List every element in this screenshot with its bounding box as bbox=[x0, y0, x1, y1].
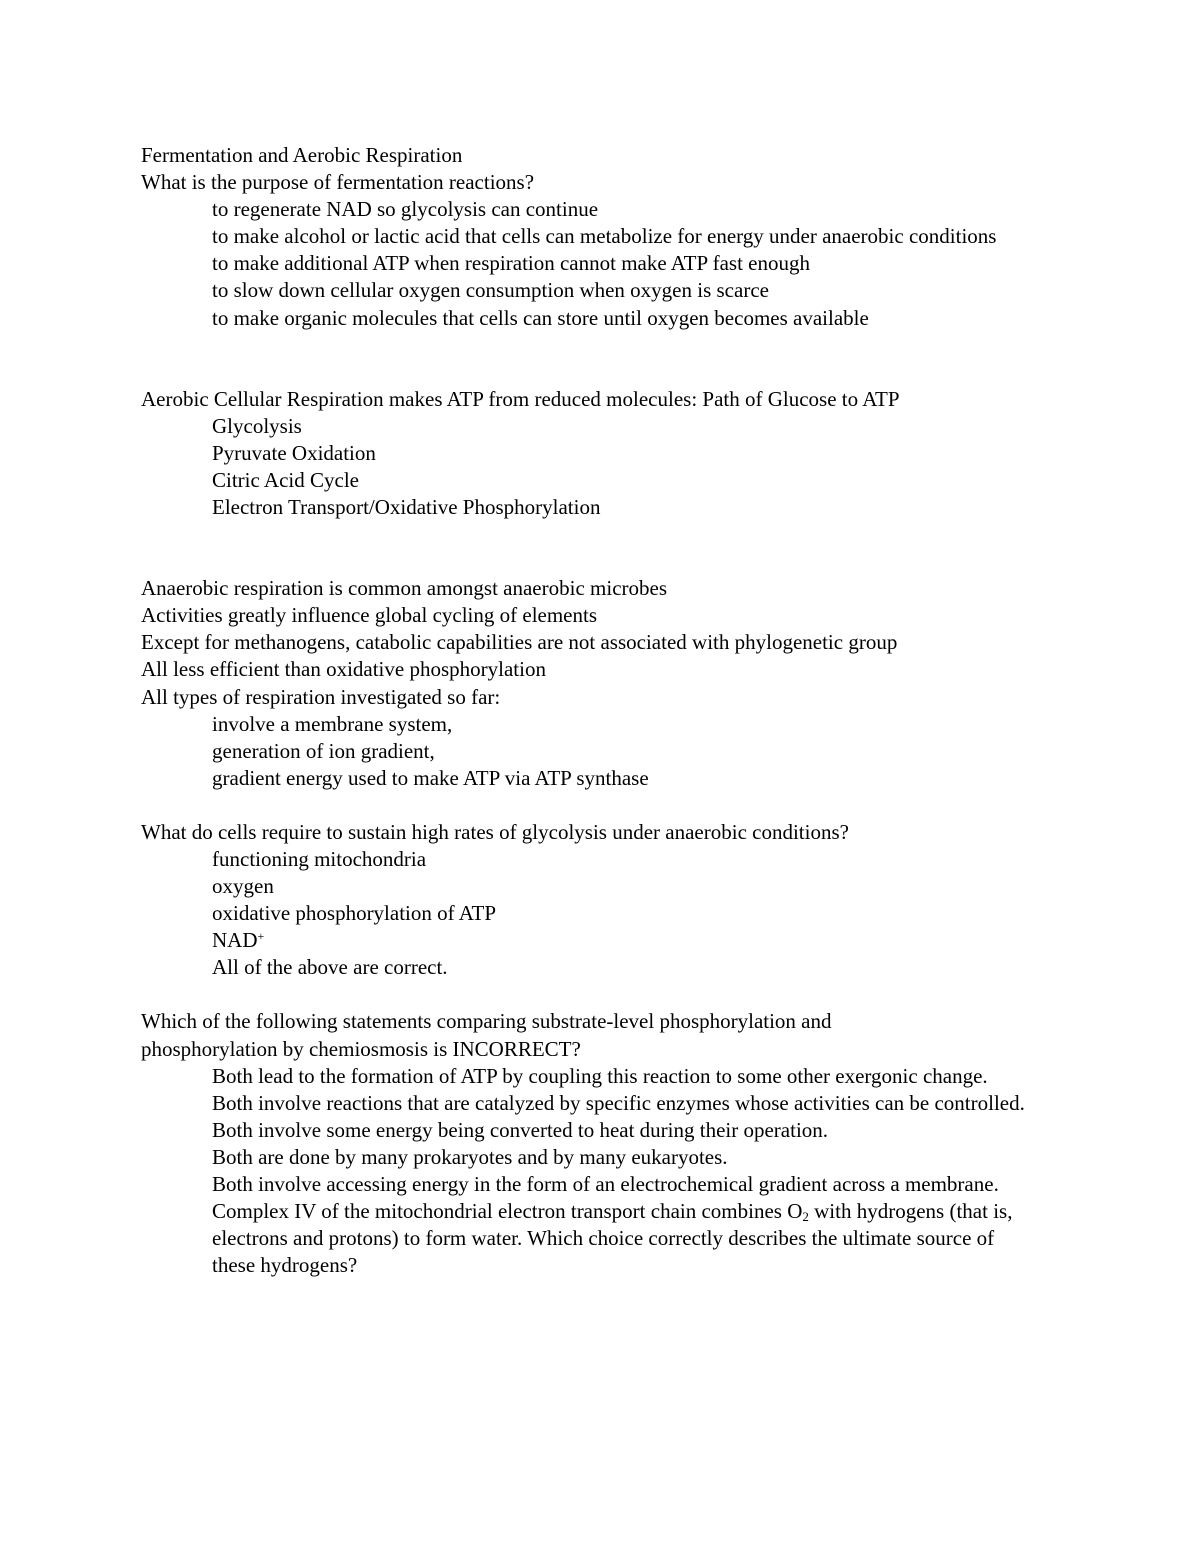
question-complex-iv bbox=[141, 1198, 1042, 1279]
text-line: Anaerobic respiration is common amongst anaerobic microbes bbox=[141, 576, 668, 601]
option-item: to make organic molecules that cells can store until oxygen becomes available bbox=[212, 305, 869, 330]
option-item: Both are done by many prokaryotes and by many eukaryotes. bbox=[212, 1144, 728, 1169]
list-item: involve a membrane system, bbox=[212, 711, 453, 736]
list-item: Pyruvate Oxidation bbox=[212, 440, 376, 465]
list-item: Citric Acid Cycle bbox=[212, 467, 359, 492]
nad-text: NAD bbox=[212, 928, 258, 953]
section-heading-aerobic: Aerobic Cellular Respiration makes ATP from reduced molecules: Path of Glucose to ATP bbox=[141, 386, 900, 411]
question-text-start: Complex IV of the mitochondrial electron transport chain combines O bbox=[212, 1199, 803, 1224]
section-title: Fermentation and Aerobic Respiration bbox=[141, 143, 463, 167]
question-phosphorylation: Which of the following statements comparing substrate-level phosphorylation and phosphorylation by chemiosmosis is INCORRECT? bbox=[141, 1009, 832, 1061]
document-body bbox=[141, 142, 1041, 1279]
text-line: All less efficient than oxidative phosphorylation bbox=[141, 657, 546, 682]
oxygen-subscript: 2 bbox=[802, 1209, 809, 1225]
text-line: All types of respiration investigated so far: bbox=[141, 684, 501, 709]
list-item: Electron Transport/Oxidative Phosphorylation bbox=[212, 495, 601, 520]
list-item: gradient energy used to make ATP via ATP synthase bbox=[212, 765, 649, 790]
question-fermentation: What is the purpose of fermentation reactions? bbox=[141, 170, 535, 195]
question-glycolysis: What do cells require to sustain high rates of glycolysis under anaerobic conditions? bbox=[141, 819, 849, 844]
option-item: to slow down cellular oxygen consumption when oxygen is scarce bbox=[212, 278, 769, 303]
option-item bbox=[141, 927, 1041, 954]
option-item: Both involve reactions that are catalyzed by specific enzymes whose activities can be controlled. bbox=[212, 1090, 1025, 1115]
text-line: Activities greatly influence global cycling of elements bbox=[141, 603, 598, 628]
text-line: Except for methanogens, catabolic capabilities are not associated with phylogenetic group bbox=[141, 630, 898, 655]
option-item: functioning mitochondria bbox=[212, 846, 427, 871]
list-item: Glycolysis bbox=[212, 413, 302, 438]
option-item: oxidative phosphorylation of ATP bbox=[212, 901, 497, 926]
option-item: All of the above are correct. bbox=[212, 955, 448, 980]
option-item: oxygen bbox=[212, 874, 274, 899]
option-item: Both lead to the formation of ATP by coupling this reaction to some other exergonic change. bbox=[212, 1063, 988, 1088]
nad-superscript: + bbox=[257, 929, 265, 944]
option-item: to make additional ATP when respiration cannot make ATP fast enough bbox=[212, 251, 810, 276]
option-item: Both involve accessing energy in the form of an electrochemical gradient across a membrane. bbox=[212, 1172, 999, 1196]
list-item: generation of ion gradient, bbox=[212, 738, 435, 763]
option-item: Both involve some energy being converted to heat during their operation. bbox=[212, 1117, 829, 1142]
option-item: to make alcohol or lactic acid that cells can metabolize for energy under anaerobic conditions bbox=[212, 224, 997, 249]
question-text-end: with hydrogens (that is, electrons and protons) to form water. Which choice correctly describes the ultimate source of these hydrogens? bbox=[212, 1199, 1013, 1278]
option-item: to regenerate NAD so glycolysis can continue bbox=[212, 197, 599, 222]
